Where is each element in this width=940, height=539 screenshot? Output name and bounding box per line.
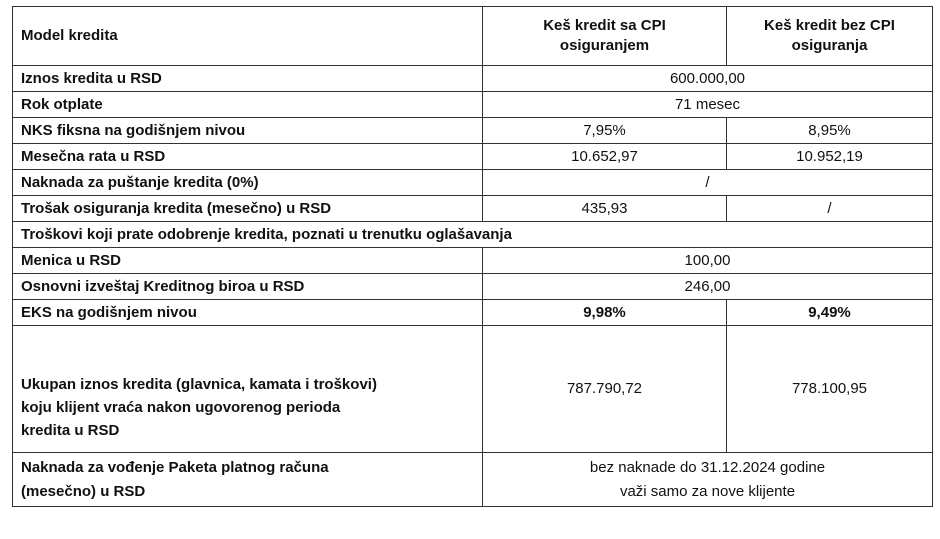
header-without-cpi	[727, 7, 933, 66]
table-row	[13, 92, 933, 118]
row-label	[13, 453, 483, 507]
row-label: Osnovni izveštaj Kreditnog biroa u RSD	[13, 274, 483, 300]
row-label-line: (mesečno) u RSD	[21, 482, 146, 500]
table-row	[13, 326, 933, 453]
row-label-line: Ukupan iznos kredita (glavnica, kamata i troškovi)	[21, 375, 377, 393]
row-value-with-cpi: 10.652,97	[483, 144, 727, 170]
row-label: EKS na godišnjem nivou	[13, 300, 483, 326]
row-value-without-cpi: 8,95%	[727, 118, 933, 144]
row-value-with-cpi: 435,93	[483, 196, 727, 222]
credit-comparison-sheet	[12, 6, 932, 507]
row-label: Rok otplate	[13, 92, 483, 118]
row-label: NKS fiksna na godišnjem nivou	[13, 118, 483, 144]
table-row	[13, 248, 933, 274]
header-model: Model kredita	[13, 7, 483, 66]
header-without-cpi-line2: osiguranja	[791, 37, 868, 54]
table-row	[13, 196, 933, 222]
table-row	[13, 144, 933, 170]
row-label	[13, 326, 483, 453]
row-value-merged: 246,00	[483, 274, 933, 300]
row-value-merged	[483, 453, 933, 507]
header-without-cpi-line1: Keš kredit bez CPI	[764, 17, 895, 34]
row-value-with-cpi: 787.790,72	[483, 326, 727, 453]
header-with-cpi-line1: Keš kredit sa CPI	[543, 17, 666, 34]
header-with-cpi-line2: osiguranjem	[559, 37, 650, 54]
section-label: Troškovi koji prate odobrenje kredita, poznati u trenutku oglašavanja	[13, 222, 933, 248]
table-row	[13, 274, 933, 300]
credit-comparison-table	[12, 6, 933, 507]
row-value-without-cpi: 10.952,19	[727, 144, 933, 170]
row-value-without-cpi: 9,49%	[727, 300, 933, 326]
row-label: Naknada za puštanje kredita (0%)	[13, 170, 483, 196]
table-row	[13, 66, 933, 92]
row-label-line: koju klijent vraća nakon ugovorenog perioda	[21, 398, 341, 416]
row-value-merged: 71 mesec	[483, 92, 933, 118]
row-label: Trošak osiguranja kredita (mesečno) u RSD	[13, 196, 483, 222]
header-with-cpi	[483, 7, 727, 66]
table-row	[13, 453, 933, 507]
row-label: Mesečna rata u RSD	[13, 144, 483, 170]
row-value-with-cpi: 9,98%	[483, 300, 727, 326]
merged-value-line: važi samo za nove klijente	[619, 482, 796, 500]
row-label-line: kredita u RSD	[21, 421, 120, 439]
table-header-row	[13, 7, 933, 66]
row-value-merged: 600.000,00	[483, 66, 933, 92]
row-value-without-cpi: /	[727, 196, 933, 222]
merged-value-line: bez naknade do 31.12.2024 godine	[589, 458, 826, 476]
table-section-row	[13, 222, 933, 248]
row-label: Iznos kredita u RSD	[13, 66, 483, 92]
row-label: Menica u RSD	[13, 248, 483, 274]
row-value-merged: /	[483, 170, 933, 196]
row-value-with-cpi: 7,95%	[483, 118, 727, 144]
table-row	[13, 300, 933, 326]
row-label-line: Naknada za vođenje Paketa platnog računa	[21, 458, 329, 476]
table-row	[13, 118, 933, 144]
table-row	[13, 170, 933, 196]
row-value-without-cpi: 778.100,95	[727, 326, 933, 453]
row-value-merged: 100,00	[483, 248, 933, 274]
